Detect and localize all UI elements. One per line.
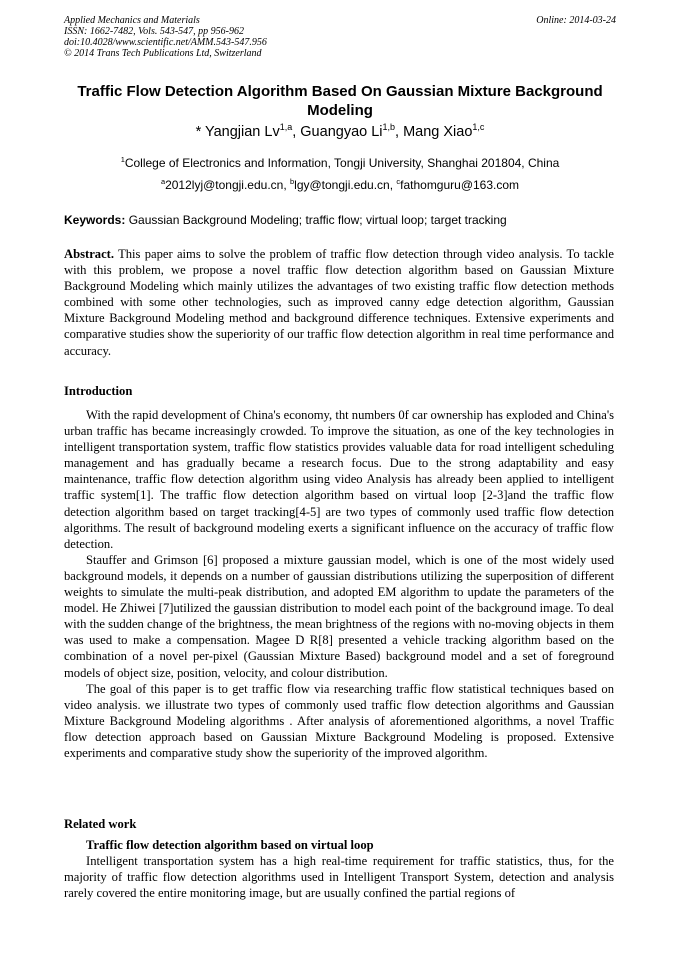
author-list bbox=[64, 123, 616, 141]
abstract-text: This paper aims to solve the problem of traffic flow detection through video analysis. To tackle with this problem, we propose a novel traffic flow detection algorithm based on Gaussian Mixture Background Modeling which mainly utilizes the advantages of two existing traffic flow detection methods combined with some other technologies, such as improved canny edge detection algorithm, Gaussian Mixture Background Modeling method and background difference techniques. Extensive experiments and comparative studies show the superiority of our traffic flow detection algorithm in real time performance and accuracy. bbox=[64, 247, 614, 358]
paragraph: Stauffer and Grimson [6] proposed a mixture gaussian model, which is one of the most widely used background models, it depends on a number of gaussian distributions utilizing the superposition of different weights to simulate the multi-peak distribution, and adopted EM algorithm to update the parameters of the model. He Zhiwei [7]utilized the gaussian distribution to model each point of the background image. To deal with the sudden change of the brightness, the mean brightness of the regions with no-moving objects in them was used to make a compensation. Magee D R[8] presented a vehicle tracking algorithm based on the combination of a novel per-pixel (Gaussian Mixture Based) background model and a set of foreground models of object size, position, velocity, and colour distribution. bbox=[64, 552, 614, 680]
related-work-body bbox=[64, 853, 614, 901]
abstract-label: Abstract. bbox=[64, 247, 115, 261]
section-heading-introduction: Introduction bbox=[64, 384, 133, 398]
introduction-body bbox=[64, 407, 614, 761]
keywords-text: Gaussian Background Modeling; traffic flow; virtual loop; target tracking bbox=[128, 213, 507, 227]
journal-header bbox=[64, 15, 616, 59]
paragraph: The goal of this paper is to get traffic flow via researching traffic flow statistical techniques based on video analysis. we illustrate two types of commonly used traffic flow detection algorithms and Gaussian Mixture Background Modeling algorithms . After analysis of aforementioned algorithms, a novel Traffic flow detection approach based on Gaussian Mixture Background Modeling is proposed. Extensive experiments and comparative study show the superiority of the improved algorithm. bbox=[64, 681, 614, 760]
email: $^a$2012lyj@tongji.edu.cn, bbox=[160, 177, 291, 192]
email: $^c$fathomguru@163.com bbox=[396, 177, 520, 192]
author: Mang Xiao$^{1,c}$ bbox=[403, 122, 485, 140]
copyright-line: © 2014 Trans Tech Publications Ltd, Switzerland bbox=[64, 48, 262, 59]
author: Guangyao Li$^{1,b}$, bbox=[300, 122, 404, 140]
subsection-heading: Traffic flow detection algorithm based on virtual loop bbox=[86, 838, 374, 852]
paragraph: With the rapid development of China's economy, tht numbers 0f car ownership has exploded and China's urban traffic has became increasingly crowded. To improve the situation, as one of the key technologies in intelligent transportation system, traffic flow statistics provides valuable data for road intelligent scheduling management and has gradually became a research focus. Due to the strong adaptability and easy maintenance, traffic flow detection algorithm using video Analysis has already been applied to intelligent traffic system[1]. The traffic flow detection algorithm based on virtual loop [2-3]and the traffic flow detection algorithm based on target tracking[4-5] are two types of commonly used traffic flow detection algorithms. The result of background modeling exerts a significant influence on the accuracy of traffic flow detection. bbox=[64, 408, 614, 551]
author: * Yangjian Lv$^{1,a}$, bbox=[195, 122, 301, 140]
paragraph: Intelligent transportation system has a high real-time requirement for traffic statistics, thus, for the majority of traffic flow detection algorithms used in Intelligent Transport System, detection and analysis rarely covered the entire monitoring image, but are usually confined the partial regions of bbox=[64, 854, 614, 901]
journal-name: Applied Mechanics and Materials bbox=[64, 15, 200, 26]
affiliation: $^1$College of Electronics and Information, Tongji University, Shanghai 201804, China bbox=[120, 155, 560, 170]
keywords-label: Keywords: bbox=[64, 213, 126, 227]
online-date: Online: 2014-03-24 bbox=[536, 15, 616, 26]
email-list bbox=[64, 178, 616, 193]
paper-title: Traffic Flow Detection Algorithm Based On Gaussian Mixture Background Modeling bbox=[77, 83, 603, 119]
doi-line: doi:10.4028/www.scientific.net/AMM.543-547.956 bbox=[64, 37, 267, 48]
abstract bbox=[64, 246, 614, 359]
section-heading-related-work: Related work bbox=[64, 817, 137, 831]
keywords-line bbox=[64, 213, 624, 228]
email: $^b$lgy@tongji.edu.cn, bbox=[290, 177, 397, 192]
issn-line: ISSN: 1662-7482, Vols. 543-547, pp 956-962 bbox=[64, 26, 244, 37]
